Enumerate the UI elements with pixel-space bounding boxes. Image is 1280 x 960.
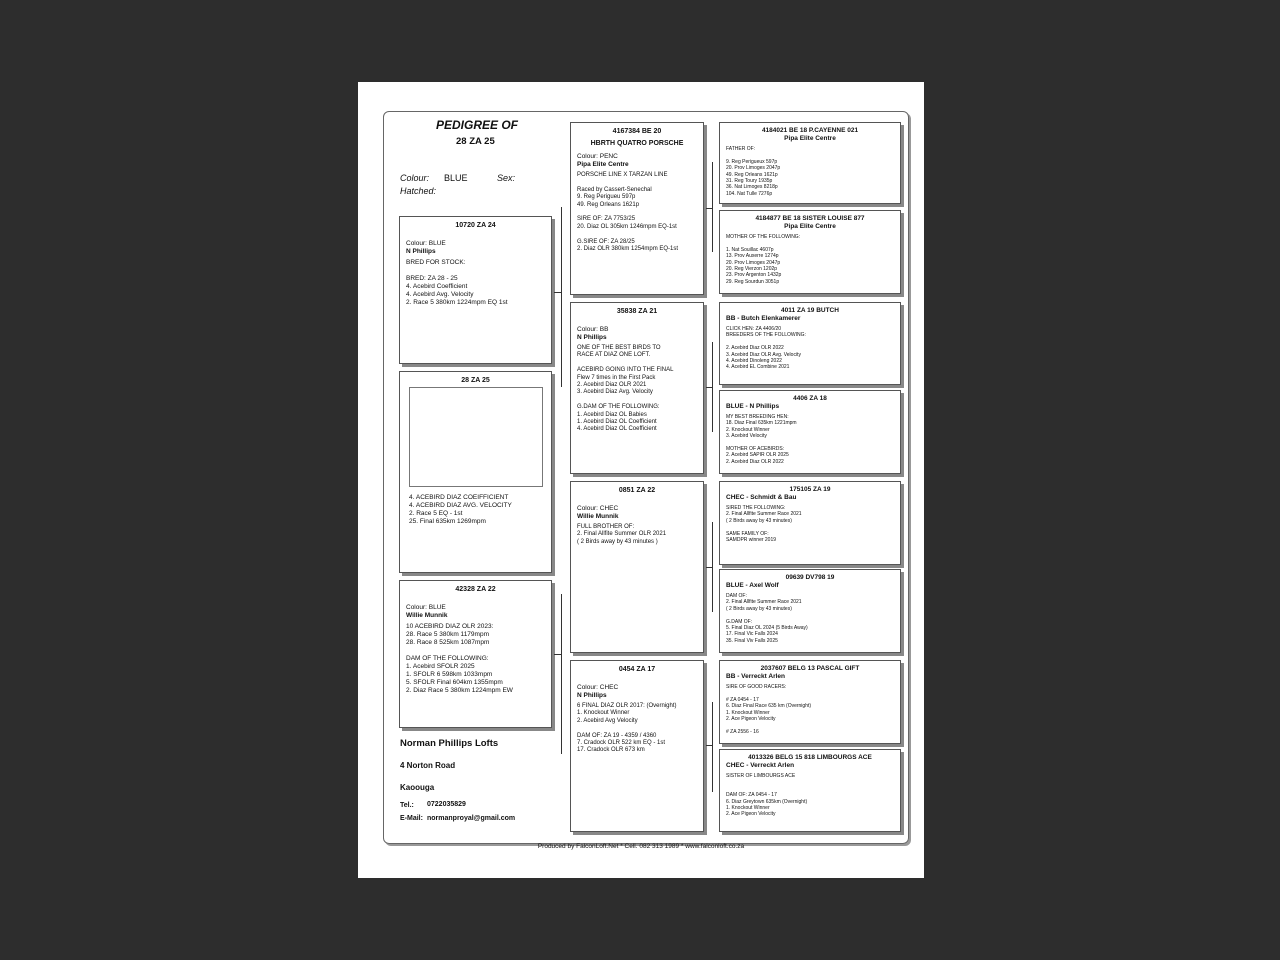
gen2-line: 1. Acebird Diaz OL Coefficient [577,419,657,426]
subject-ring: 28 ZA 25 [461,377,490,384]
gen3-line: MY BEST BREEDING HEN: [726,414,789,420]
gen3-line: # ZA 0454 - 17 [726,696,759,703]
gen3-box-1 [719,122,901,204]
gen3-line: SIRED THE FOLLOWING: [726,505,786,511]
connector-line [554,292,561,293]
gen3-line: 20. Prov Limoges 2047p [726,259,781,266]
gen3-box-2 [719,210,901,294]
connector-line [712,522,713,612]
gen3-line: SISTER OF LIMBOURGS ACE [726,773,796,779]
address-line-2: Kaoouga [400,783,435,792]
gen3-line: SIRE OF GOOD RACERS: [726,684,787,690]
email-label: E-Mail: [400,815,423,822]
gen2-line: 2. Acebird Diaz OLR 2021 [577,382,647,389]
gen3-line: 4. Acebird EL Combine 2021 [726,364,790,371]
gen3-ring: 2037607 BELG 13 PASCAL GIFT [760,665,860,672]
loft-name: Norman Phillips Lofts [400,738,499,749]
connector-line [554,654,561,655]
gen3-line: BREEDERS OF THE FOLLOWING: [726,332,806,339]
dam-line: 5. SFOLR Final 604km 1355mpm [406,679,503,686]
sire-box [399,216,552,364]
gen3-owner: BB - Verreckt Arlen [726,673,786,680]
gen2-line [577,360,697,367]
sire-colour: Colour: BLUE [406,240,446,247]
gen2-line: PORSCHE LINE X TARZAN LINE [577,172,668,178]
gen2-line: 4. Acebird Diaz OL Coefficient [577,426,657,433]
connector-line [561,594,562,754]
dam-line: 1. SFOLR 6 598km 1033mpm [406,671,493,678]
subject-results [409,494,512,526]
dam-line: 28. Race 8 525km 1087mpm [406,639,490,646]
gen2-ring: 0851 ZA 22 [618,487,656,494]
address-line-1: 4 Norton Road [400,761,456,770]
gen3-line: 2. Acebird Diaz OLR 2022 [726,458,784,465]
gen3-owner: BLUE - Axel Wolf [726,582,779,589]
gen3-line: 23. Prov Argenton 1432p [726,272,782,279]
gen3-line: 29. Reg Sourdun 3051p [726,278,780,285]
dam-box [399,580,552,728]
footer-credit: Produced by FalconLoft.Net * Cell. 082 313 1989 * www.falconloft.co.za [537,843,745,850]
sire-line: 4. Acebird Coefficient [406,283,468,290]
sire-line: BRED FOR STOCK: [406,259,466,266]
gen2-line: ONE OF THE BEST BIRDS TO [577,345,661,351]
gen3-line: DAM OF: [726,593,747,599]
gen3-line: 1. Nat Souillac 4607p [726,246,774,253]
subject-result: 4. ACEBIRD DIAZ COEIFFICIENT [409,494,509,501]
gen3-box-7 [719,660,901,744]
gen3-line: 1. Knockout Winner [726,805,770,812]
gen2-ring: 35838 ZA 21 [616,308,658,315]
gen3-line: 35. Final Viv Falls 2025 [726,637,778,644]
gen3-line: 4. Acebird Dinoleng 2022 [726,358,782,365]
page-title: PEDIGREE OF [436,118,519,132]
gen2-owner: Pipa Elite Centre [577,161,629,168]
gen3-line: 17. Final Vic Falls 2024 [726,631,778,638]
subject-result: 25. Final 635km 1269mpm [409,518,486,525]
gen2-colour: Colour: PENC [577,153,618,160]
gen3-ring: 4184021 BE 18 P.CAYENNE 021 [761,127,859,134]
gen3-owner: CHEC - Schmidt & Bau [726,494,797,501]
bird-photo-placeholder [409,387,543,487]
gen3-owner: Pipa Elite Centre [784,135,836,142]
gen2-line: 17. Cradock OLR 673 km [577,747,645,754]
gen2-line: Raced by Cassert-Senechal [577,186,652,193]
subject-box [399,371,552,573]
gen3-line: 18. Diaz Final 635km 1221mpm [726,420,797,427]
gen2-line [577,725,697,732]
gen3-line: ( 2 Birds away by 43 minutes) [726,605,792,612]
gen3-line: MOTHER OF ACEBIRDS: [726,446,785,453]
dam-ring: 42328 ZA 22 [455,586,496,593]
gen3-line: DAM OF: ZA 0454 - 17 [726,792,777,799]
gen3-line: 36. Nat Limoges 8218p [726,184,778,191]
gen3-line: CLICK HEN: ZA 4406/20 [726,326,782,332]
subject-result: 4. ACEBIRD DIAZ AVG. VELOCITY [409,502,512,509]
sire-line: 4. Acebird Avg. Velocity [406,291,474,298]
gen2-ring: 0454 ZA 17 [618,666,656,673]
gen2-line: 9. Reg Perigueu 597p [577,194,636,201]
gen3-line: 2. Acebird SAPIR OLR 2025 [726,452,789,459]
gen2-line: 1. Knockout Winner [577,710,630,717]
dam-line: DAM OF THE FOLLOWING: [406,655,489,662]
gen3-box-4 [719,390,901,474]
gen2-line: 1. Acebird Diaz OL Babies [577,411,647,418]
gen3-box-6 [719,569,901,653]
gen2-line: G.SIRE OF: ZA 28/25 [577,238,635,245]
subject-result: 2. Race 5 EQ - 1st [409,510,463,517]
connector-line [712,702,713,792]
gen3-line: 5. Final Diaz OL 2024 (5 Birds Away) [726,625,808,632]
gen2-colour: Colour: BB [577,326,609,333]
gen3-ring: 4406 ZA 18 [793,395,827,402]
sire-line: 2. Race 5 380km 1224mpm EQ 1st [406,299,508,306]
gen3-line: 2. Knockout Winner [726,426,770,433]
gen3-line: 20. Reg Vierzon 1202p [726,266,778,273]
gen2-line: Flew 7 times in the First Pack [577,374,656,381]
connector-line [561,207,562,387]
gen2-line [577,209,697,216]
gen3-line: 2. Ace Pigeon Velocity [726,811,776,818]
gen2-owner: N Phillips [577,692,607,699]
gen2-colour: Colour: CHEC [577,505,619,512]
colour-value: BLUE [444,173,468,183]
gen2-box-1 [570,122,704,295]
gen3-box-8 [719,749,901,832]
gen2-box-2 [570,302,704,474]
connector-line [712,342,713,432]
gen3-ring: 4013326 BELG 15 818 LIMBOURGS ACE [748,754,872,761]
gen2-name: HBRTH QUATRO PORSCHE [590,140,684,147]
gen3-line: 49. Reg Orleans 1621p [726,171,778,178]
gen3-ring: 09639 DV798 19 [785,574,835,581]
gen3-line: 20. Prov Limoges 2047p [726,165,781,172]
gen2-line: DAM OF: ZA 19 - 4359 / 4360 [577,732,657,739]
gen3-line: 1. Knockout Winner [726,709,770,716]
gen2-line [577,231,697,238]
gen3-owner: BLUE - N Phillips [726,403,780,410]
gen3-line: # ZA 2556 - 16 [726,728,759,735]
gen3-owner: BB - Butch Elenkamerer [726,315,801,322]
gen3-line: ( 2 Birds away by 43 minutes) [726,517,792,524]
gen3-ring: 175105 ZA 19 [789,486,831,493]
gen3-line: SAME FAMILY OF: [726,530,769,537]
gen3-line: 6. Diaz Final Race 635 km (Overnight) [726,703,812,710]
gen2-box-4 [570,660,704,832]
gen2-line: 49. Reg Orleans 1621p [577,201,640,208]
gen2-line: G.DAM OF THE FOLLOWING: [577,404,660,411]
gen3-owner: CHEC - Verreckt Arlen [726,762,795,769]
gen2-colour: Colour: CHEC [577,684,619,691]
gen3-line: 104. Nat Tulle 7276p [726,190,773,197]
gen2-line [577,179,697,186]
gen3-owner: Pipa Elite Centre [784,223,836,230]
sex-label: Sex: [497,173,516,183]
dam-line [406,647,545,655]
gen3-box-3 [719,302,901,385]
colour-label: Colour: [400,173,430,183]
gen2-line: RACE AT DIAZ ONE LOFT. [577,352,651,359]
gen3-line: MOTHER OF THE FOLLOWING: [726,234,801,240]
connector-line [712,162,713,252]
gen3-line: 31. Reg Toury 1935p [726,178,773,185]
gen2-line: FULL BROTHER OF: [577,524,635,530]
subject-ring-heading: 28 ZA 25 [456,136,495,147]
pedigree-page [358,82,924,878]
dam-line: 28. Race 5 380km 1179mpm [406,631,489,638]
gen3-line: 3. Acebird Diaz OLR Avg. Velocity [726,351,801,358]
gen2-line: 20. Diaz OL 305km 1246mpm EQ-1st [577,223,677,230]
gen3-line: 2. Final Allfite Summer Race 2021 [726,599,802,606]
dam-owner: Willie Munnik [406,612,448,619]
gen2-line: SIRE OF: ZA 7753/25 [577,216,636,223]
gen3-box-5 [719,481,901,565]
gen2-line: 2. Acebird Avg Velocity [577,717,638,724]
gen3-line: 6. Diaz Greytown 635km (Overnight) [726,798,808,805]
gen3-line: SAMDPR winner 2019 [726,537,777,544]
gen2-line: ACEBIRD GOING INTO THE FINAL [577,367,674,374]
sire-owner: N Phillips [406,248,436,255]
dam-colour: Colour: BLUE [406,604,446,611]
gen2-line: 2. Final Allfite Summer OLR 2021 [577,531,667,538]
gen3-line: FATHER OF: [726,146,756,152]
gen3-ring: 4184877 BE 18 SISTER LOUISE 877 [755,215,865,222]
gen3-line: 2. Acebird Diaz OLR 2022 [726,345,784,352]
dam-line: 10 ACEBIRD DIAZ OLR 2023: [406,623,494,630]
gen2-line [577,397,697,404]
gen3-line: 13. Prov Auxerre 1274p [726,253,779,260]
gen3-line: 2. Ace Pigeon Velocity [726,716,776,723]
gen2-ring: 4167384 BE 20 [612,128,662,135]
hatched-label: Hatched: [400,186,437,196]
gen2-owner: Willie Munnik [577,513,619,520]
gen2-line: 2. Diaz OLR 380km 1254mpm EQ-1st [577,246,679,253]
tel-value[interactable]: 0722035829 [427,801,466,808]
sire-ring: 10720 ZA 24 [455,222,496,229]
gen3-line: 9. Reg Perigueux 597p [726,158,778,165]
email-value[interactable]: normanproyal@gmail.com [427,815,516,822]
tel-label: Tel.: [400,802,414,809]
dam-line: 1. Acebird SFOLR 2025 [406,663,475,670]
gen2-line: 3. Acebird Diaz Avg. Velocity [577,389,653,396]
gen2-line: 6 FINAL DIAZ OLR 2017: (Overnight) [577,703,677,709]
gen3-ring: 4011 ZA 19 BUTCH [781,307,839,314]
gen2-owner: N Phillips [577,334,607,341]
gen2-line: ( 2 Birds away by 43 minutes ) [577,538,658,545]
gen3-line: G.DAM OF: [726,618,753,625]
dam-line: 2. Diaz Race 5 380km 1224mpm EW [406,687,513,694]
gen2-line: 7. Cradock OLR 522 km EQ - 1st [577,740,666,747]
sire-line [406,267,545,275]
gen3-line: 3. Acebird Velocity [726,433,767,440]
sire-line: BRED: ZA 28 - 25 [406,275,458,282]
gen2-box-3 [570,481,704,653]
gen3-line: 2. Final Allfite Summer Race 2021 [726,511,802,518]
